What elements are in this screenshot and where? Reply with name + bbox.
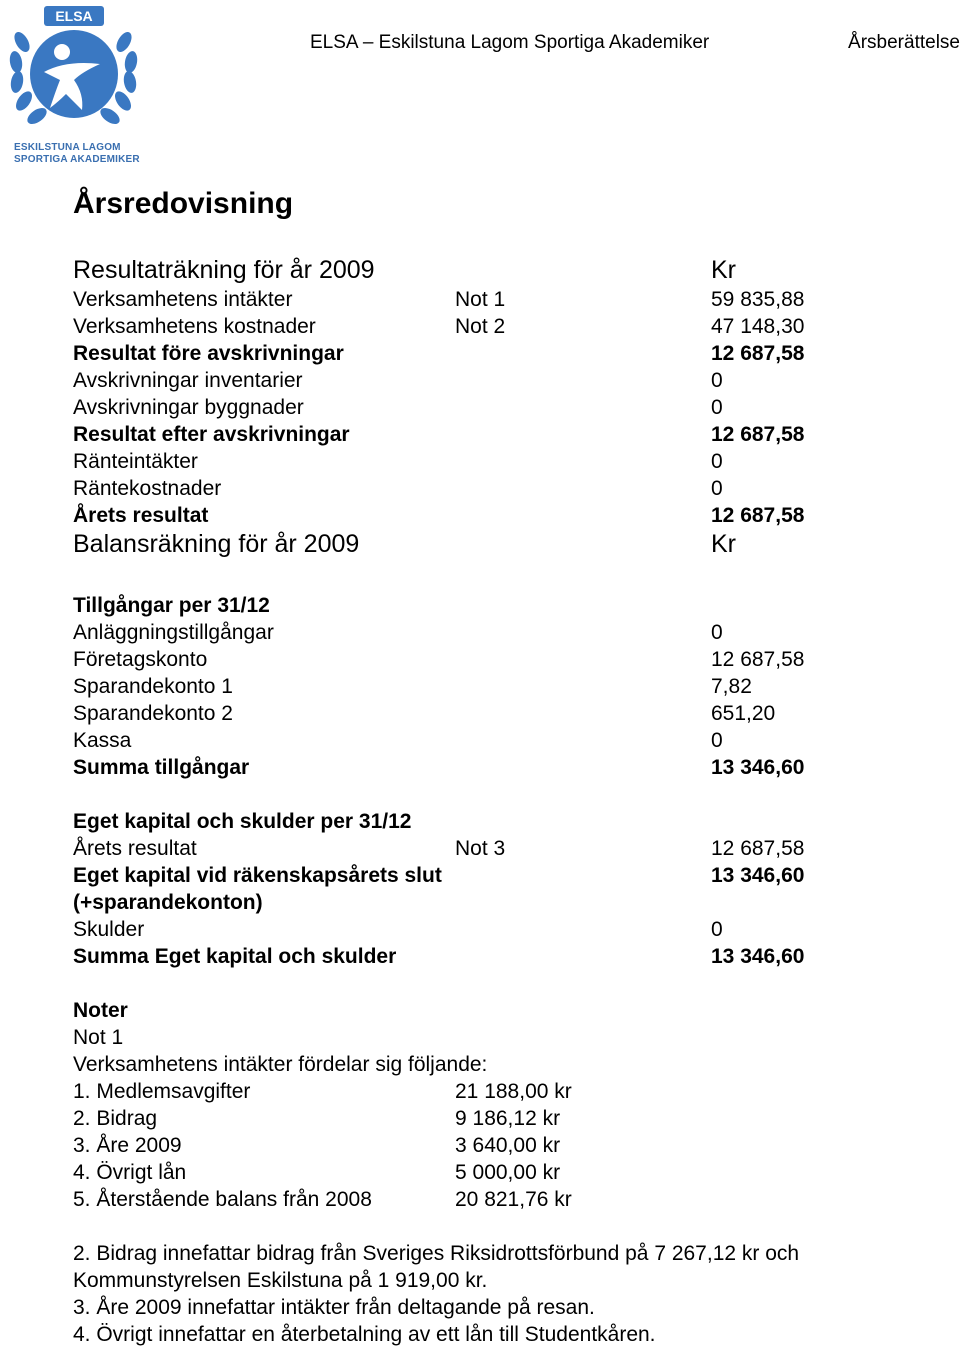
asset-row <box>73 646 873 673</box>
row-label: Verksamhetens intäkter <box>73 288 293 311</box>
row-value: 13 346,60 <box>711 756 805 779</box>
row-value: 7,82 <box>711 675 752 698</box>
row-label: Sparandekonto 1 <box>73 675 233 698</box>
row-label: (+sparandekonton) <box>73 891 263 914</box>
income-row <box>73 286 873 313</box>
row-label: Räntekostnader <box>73 477 222 500</box>
note-explanation: Kommunstyrelsen Eskilstuna på 1 919,00 kr. <box>73 1269 488 1292</box>
row-value: 0 <box>711 621 723 644</box>
income-row <box>73 421 873 448</box>
balance-currency: Kr <box>711 530 736 558</box>
equity-row <box>73 889 873 916</box>
row-label: Kassa <box>73 729 132 752</box>
assets-heading-text: Tillgångar per 31/12 <box>73 594 270 617</box>
row-note: Not 1 <box>455 288 506 311</box>
row-value: 13 346,60 <box>711 864 805 887</box>
row-value: 0 <box>711 450 723 473</box>
row-label: Årets resultat <box>73 837 197 860</box>
not1-intro: Verksamhetens intäkter fördelar sig följande: <box>73 1053 488 1076</box>
row-value: 651,20 <box>711 702 776 725</box>
note-item-value: 20 821,76 kr <box>455 1188 572 1211</box>
header-org-title: ELSA – Eskilstuna Lagom Sportiga Akademiker <box>310 32 710 53</box>
row-value: 0 <box>711 729 723 752</box>
page-title: Årsredovisning <box>73 187 294 220</box>
row-label: Avskrivningar byggnader <box>73 396 304 419</box>
balance-heading-row <box>73 531 873 558</box>
income-row <box>73 313 873 340</box>
income-heading-row <box>73 257 873 284</box>
row-value: 47 148,30 <box>711 315 805 338</box>
row-value: 12 687,58 <box>711 648 805 671</box>
row-label: Anläggningstillgångar <box>73 621 274 644</box>
income-row <box>73 475 873 502</box>
asset-row <box>73 754 873 781</box>
note-explanation: 4. Övrigt innefattar en återbetalning av ett lån till Studentkåren. <box>73 1323 656 1346</box>
logo-caption <box>14 142 140 166</box>
equity-row <box>73 943 873 970</box>
assets-heading <box>73 592 873 619</box>
row-label: Eget kapital vid räkenskapsårets slut <box>73 864 442 887</box>
equity-heading-text: Eget kapital och skulder per 31/12 <box>73 810 412 833</box>
row-value: 12 687,58 <box>711 504 805 527</box>
row-value: 59 835,88 <box>711 288 805 311</box>
header-doc-type: Årsberättelse <box>848 32 960 53</box>
not1-label-row <box>73 1024 873 1051</box>
asset-row <box>73 700 873 727</box>
row-label: Sparandekonto 2 <box>73 702 233 725</box>
note-item-label: 2. Bidrag <box>73 1107 158 1130</box>
row-label: Företagskonto <box>73 648 208 671</box>
row-value: 12 687,58 <box>711 423 805 446</box>
row-label: Årets resultat <box>73 504 209 527</box>
equity-heading <box>73 808 873 835</box>
row-note: Not 2 <box>455 315 506 338</box>
income-currency: Kr <box>711 256 736 284</box>
notes-heading-text: Noter <box>73 999 128 1022</box>
note-explanation: 3. Åre 2009 innefattar intäkter från deltagande på resan. <box>73 1296 595 1319</box>
row-label: Resultat före avskrivningar <box>73 342 344 365</box>
svg-text:ELSA: ELSA <box>55 8 93 24</box>
row-label: Summa tillgångar <box>73 756 250 779</box>
note-item <box>73 1105 873 1132</box>
row-label: Summa Eget kapital och skulder <box>73 945 397 968</box>
notes-heading <box>73 997 873 1024</box>
note-item-value: 3 640,00 kr <box>455 1134 561 1157</box>
income-heading: Resultaträkning för år 2009 <box>73 256 375 284</box>
row-label: Skulder <box>73 918 145 941</box>
row-label: Avskrivningar inventarier <box>73 369 303 392</box>
row-value: 0 <box>711 369 723 392</box>
income-row <box>73 367 873 394</box>
row-label: Verksamhetens kostnader <box>73 315 316 338</box>
row-value: 12 687,58 <box>711 342 805 365</box>
note-item-label: 5. Återstående balans från 2008 <box>73 1188 372 1211</box>
not1-intro-row <box>73 1051 873 1078</box>
note-item-value: 5 000,00 kr <box>455 1161 561 1184</box>
equity-row <box>73 916 873 943</box>
logo-caption-line1: ESKILSTUNA LAGOM <box>14 142 121 153</box>
asset-row <box>73 673 873 700</box>
logo-caption-line2: SPORTIGA AKADEMIKER <box>14 154 140 165</box>
row-value: 0 <box>711 396 723 419</box>
note-item <box>73 1078 873 1105</box>
note-item-label: 4. Övrigt lån <box>73 1161 187 1184</box>
row-label: Resultat efter avskrivningar <box>73 423 350 446</box>
income-row <box>73 448 873 475</box>
row-value: 0 <box>711 918 723 941</box>
income-row <box>73 340 873 367</box>
income-row <box>73 394 873 421</box>
laurel-logo-icon <box>4 2 144 142</box>
row-value: 13 346,60 <box>711 945 805 968</box>
equity-row <box>73 835 873 862</box>
not1-label: Not 1 <box>73 1026 124 1049</box>
note-item <box>73 1159 873 1186</box>
row-value: 12 687,58 <box>711 837 805 860</box>
note-item-value: 9 186,12 kr <box>455 1107 561 1130</box>
note-item <box>73 1132 873 1159</box>
note-explanation: 2. Bidrag innefattar bidrag från Sveriges Riksidrottsförbund på 7 267,12 kr och <box>73 1242 800 1265</box>
balance-heading: Balansräkning för år 2009 <box>73 530 360 558</box>
income-row <box>73 502 873 529</box>
note-item-label: 1. Medlemsavgifter <box>73 1080 251 1103</box>
note-item <box>73 1186 873 1213</box>
asset-row <box>73 727 873 754</box>
row-label: Ränteintäkter <box>73 450 198 473</box>
row-note: Not 3 <box>455 837 506 860</box>
equity-row <box>73 862 873 889</box>
note-item-value: 21 188,00 kr <box>455 1080 572 1103</box>
row-value: 0 <box>711 477 723 500</box>
asset-row <box>73 619 873 646</box>
note-item-label: 3. Åre 2009 <box>73 1134 182 1157</box>
